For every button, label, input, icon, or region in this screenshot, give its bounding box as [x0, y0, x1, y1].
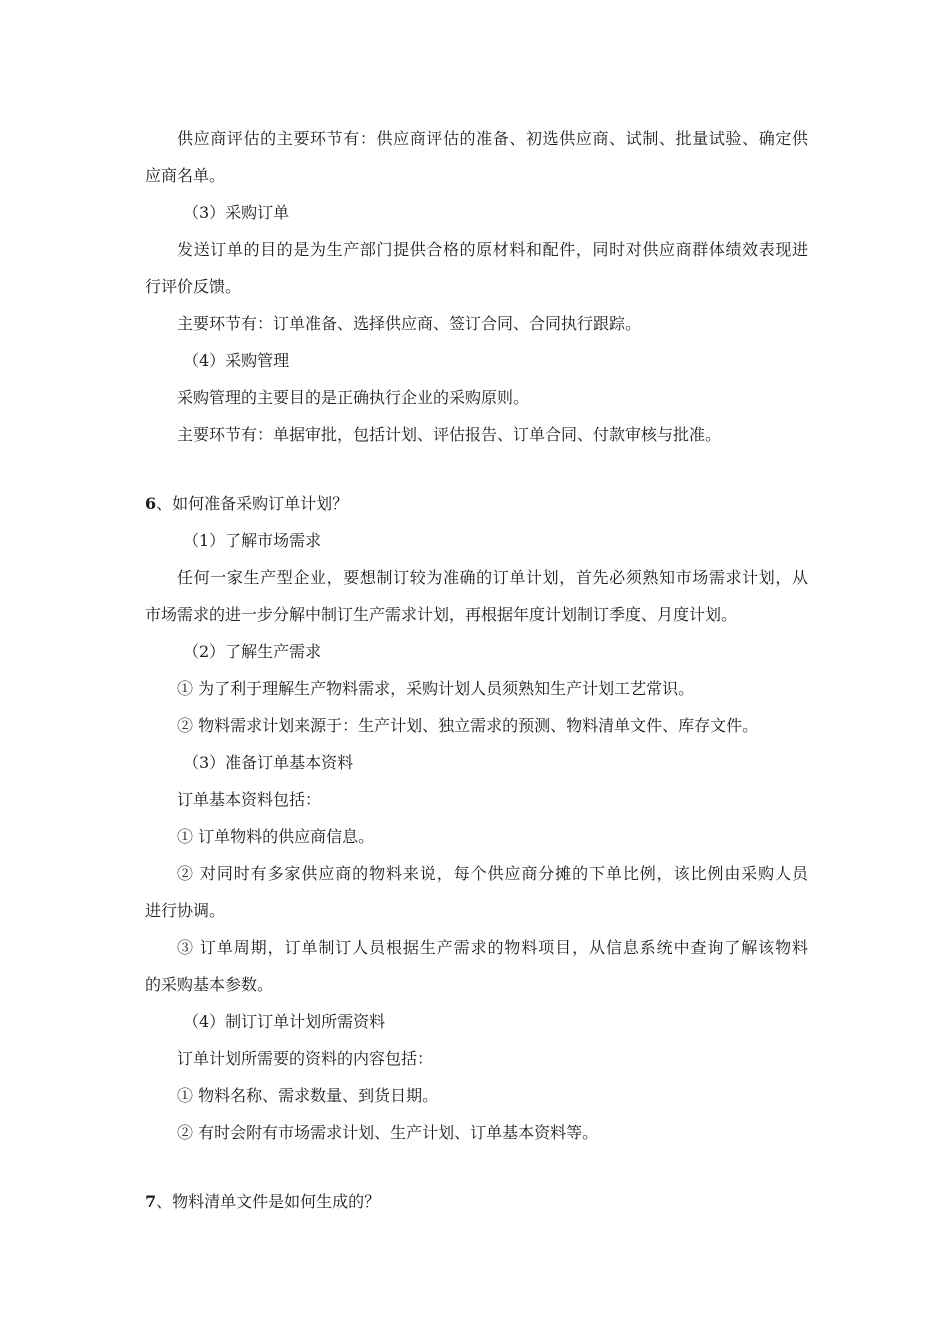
paragraph-line: 市场需求的进一步分解中制订生产需求计划，再根据年度计划制订季度、月度计划。: [145, 605, 738, 624]
question-heading-6: [145, 485, 808, 522]
list-item: ② 物料需求计划来源于：生产计划、独立需求的预测、物料清单文件、库存文件。: [177, 716, 759, 735]
list-item-line: 进行协调。: [145, 901, 226, 920]
paragraph: 订单基本资料包括：: [177, 790, 322, 809]
subheading: （4）制订订单计划所需资料: [183, 1012, 386, 1031]
question-heading-7: [145, 1183, 808, 1220]
subheading: （2）了解生产需求: [183, 642, 322, 661]
list-item: ① 为了利于理解生产物料需求，采购计划人员须熟知生产计划工艺常识。: [177, 679, 695, 698]
paragraph: 采购管理的主要目的是正确执行企业的采购原则。: [177, 388, 530, 407]
section-gap: [145, 453, 808, 485]
paragraph: 订单计划所需要的资料的内容包括：: [177, 1049, 434, 1068]
list-item: ① 物料名称、需求数量、到货日期。: [177, 1086, 439, 1105]
paragraph-line: 任何一家生产型企业，要想制订较为准确的订单计划，首先必须熟知市场需求计划，从: [177, 568, 808, 587]
question-number: 7: [145, 1192, 157, 1211]
paragraph-line: 发送订单的目的是为生产部门提供合格的原材料和配件，同时对供应商群体绩效表现进: [177, 240, 808, 259]
list-item: ② 有时会附有市场需求计划、生产计划、订单基本资料等。: [177, 1123, 599, 1142]
paragraph-line: 行评价反馈。: [145, 277, 242, 296]
list-item: ① 订单物料的供应商信息。: [177, 827, 375, 846]
paragraph: 主要环节有：订单准备、选择供应商、签订合同、合同执行跟踪。: [177, 314, 642, 333]
subheading: （3）准备订单基本资料: [183, 753, 354, 772]
subheading: （4）采购管理: [183, 351, 290, 370]
paragraph: 主要环节有：单据审批，包括计划、评估报告、订单合同、付款审核与批准。: [177, 425, 722, 444]
paragraph-line: 应商名单。: [145, 166, 226, 185]
paragraph-line: 供应商评估的主要环节有：供应商评估的准备、初选供应商、试制、批量试验、确定供: [177, 129, 808, 148]
question-text: 、如何准备采购订单计划？: [156, 494, 349, 513]
question-text: 、物料清单文件是如何生成的？: [156, 1192, 381, 1211]
list-item-line: 的采购基本参数。: [145, 975, 274, 994]
document-content: [145, 120, 808, 1220]
subheading: （3）采购订单: [183, 203, 290, 222]
list-item-line: ② 对同时有多家供应商的物料来说，每个供应商分摊的下单比例，该比例由采购人员: [177, 864, 808, 883]
subheading: （1）了解市场需求: [183, 531, 322, 550]
list-item-line: ③ 订单周期，订单制订人员根据生产需求的物料项目，从信息系统中查询了解该物料: [177, 938, 808, 957]
section-gap: [145, 1151, 808, 1183]
question-number: 6: [145, 494, 157, 513]
